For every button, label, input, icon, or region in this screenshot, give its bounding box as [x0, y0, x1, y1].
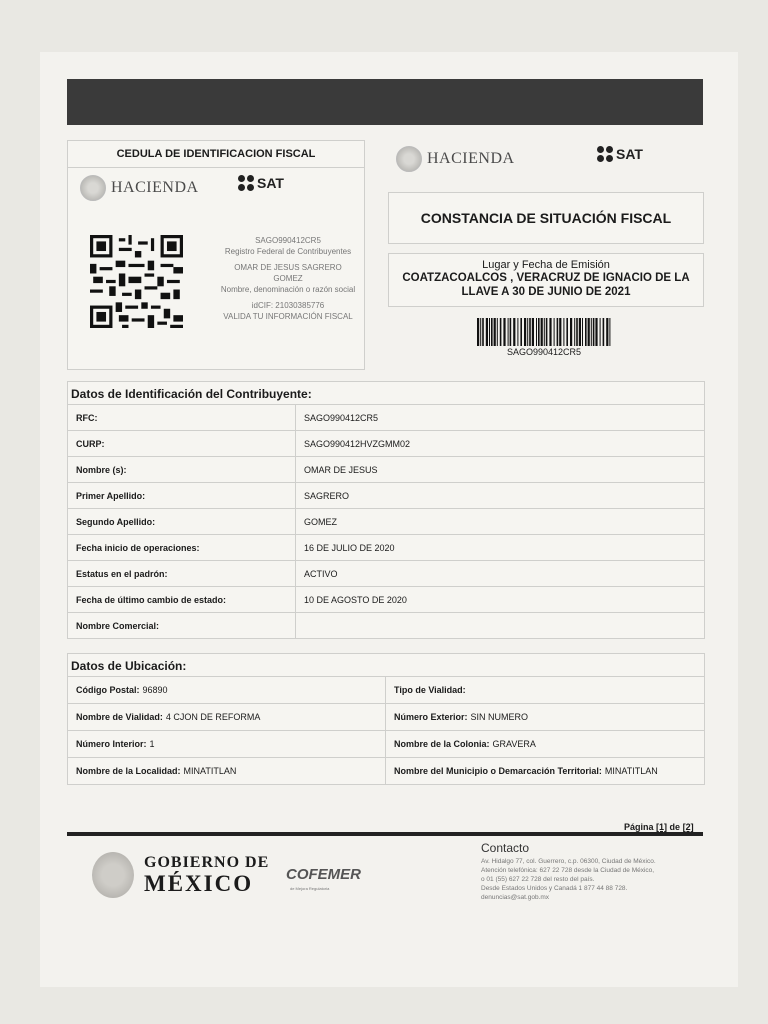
- contacto-block: [481, 841, 701, 902]
- ubic-row: [68, 677, 704, 704]
- barcode-bar: [588, 318, 590, 346]
- lugar-line1: COATZACOALCOS , VERACRUZ DE IGNACIO DE LA: [402, 272, 690, 284]
- barcode-icon: [477, 318, 611, 346]
- ident-value: SAGO990412CR5: [304, 412, 379, 423]
- ident-value: SAGRERO: [304, 490, 350, 501]
- ubicacion-title: Datos de Ubicación:: [68, 654, 704, 677]
- ubicacion-section: [67, 653, 705, 785]
- ident-row: [68, 405, 704, 431]
- ubic-label: Nombre de la Colonia:: [394, 739, 490, 749]
- ubic-cell: [68, 677, 386, 703]
- ubic-row: [68, 704, 704, 731]
- ident-label: Nombre Comercial:: [68, 613, 296, 638]
- barcode-bar: [508, 318, 509, 346]
- ident-row: [68, 509, 704, 535]
- barcode-bar: [559, 318, 561, 346]
- ubic-cell: [386, 758, 704, 784]
- barcode-text: SAGO990412CR5: [506, 347, 582, 357]
- contacto-line: Desde Estados Unidos y Canadá 1 877 44 88 728.: [481, 885, 628, 892]
- ubic-cell: [386, 704, 704, 730]
- barcode-bar: [497, 318, 498, 346]
- ident-row: [68, 431, 704, 457]
- lugar-fecha-box: [388, 253, 704, 307]
- ubic-value: 4 CJON DE REFORMA: [165, 712, 261, 722]
- barcode-bar: [480, 318, 481, 346]
- ident-value: 10 DE AGOSTO DE 2020: [304, 594, 407, 605]
- ident-row: [68, 483, 704, 509]
- barcode-bar: [579, 318, 581, 346]
- barcode-bar: [595, 318, 597, 346]
- gobierno-logo: GOBIERNO DE MÉXICO: [92, 852, 269, 898]
- barcode-bar: [536, 318, 537, 346]
- cedula-name-line2: GOMEZ: [273, 274, 303, 283]
- barcode-bar: [482, 318, 484, 346]
- hacienda-seal-icon: [80, 175, 106, 201]
- ubic-value: MINATITLAN: [183, 766, 237, 776]
- contacto-line: Atención telefónica: 627 22 728 desde la Ciudad de México,: [481, 867, 655, 874]
- footer-divider: [67, 832, 703, 836]
- ubic-value: 1: [149, 739, 155, 749]
- contacto-line: denuncias@sat.gob.mx: [481, 894, 550, 901]
- ubic-label: Número Exterior:: [394, 712, 468, 722]
- ident-value: SAGO990412HVZGMM02: [304, 438, 411, 449]
- barcode-bar: [563, 318, 564, 346]
- ident-row: [68, 613, 704, 638]
- ident-label: RFC:: [68, 405, 296, 430]
- ubic-label: Código Postal:: [76, 685, 140, 695]
- lugar-line2: LLAVE A 30 DE JUNIO DE 2021: [461, 286, 631, 298]
- ident-label: Nombre (s):: [68, 457, 296, 482]
- valida-link[interactable]: VALIDA TU INFORMACIÓN FISCAL: [223, 312, 353, 321]
- barcode-bar: [585, 318, 587, 346]
- barcode-bar: [557, 318, 559, 346]
- barcode-bar: [593, 318, 595, 346]
- sat-logo-top: SAT: [597, 146, 643, 162]
- ubic-value: MINATITLAN: [604, 766, 658, 776]
- barcode-bar: [524, 318, 526, 346]
- page-indicator: Página [1] de [2]: [624, 822, 694, 832]
- barcode-bar: [544, 318, 545, 346]
- ubic-cell: [68, 758, 386, 784]
- ubic-row: [68, 758, 704, 784]
- cofemer-subtitle: de Mejora Regulatoria: [290, 886, 330, 891]
- ident-label: Segundo Apellido:: [68, 509, 296, 534]
- cedula-title: CEDULA DE IDENTIFICACION FISCAL: [68, 141, 364, 168]
- ident-label: CURP:: [68, 431, 296, 456]
- ident-label: Estatus en el padrón:: [68, 561, 296, 586]
- ubic-label: Nombre de la Localidad:: [76, 766, 181, 776]
- barcode-bar: [603, 318, 605, 346]
- cedula-info: [218, 235, 358, 327]
- ident-label: Primer Apellido:: [68, 483, 296, 508]
- name-caption: Nombre, denominación o razón social: [220, 285, 356, 294]
- ident-label: Fecha inicio de operaciones:: [68, 535, 296, 560]
- ubic-value: GRAVERA: [492, 739, 536, 749]
- barcode-bar: [570, 318, 572, 346]
- barcode-bar: [513, 318, 515, 346]
- ubic-cell: [386, 731, 704, 757]
- barcode-bar: [566, 318, 568, 346]
- ubic-cell: [68, 731, 386, 757]
- cedula-idcif: idCIF: 21030385776: [251, 301, 325, 310]
- barcode-bar: [527, 318, 528, 346]
- constancia-title: CONSTANCIA DE SITUACIÓN FISCAL: [388, 192, 704, 244]
- cedula-name-line1: OMAR DE JESUS SAGRERO: [234, 263, 342, 272]
- barcode-bar: [606, 318, 608, 346]
- contacto-line: Av. Hidalgo 77, col. Guerrero, c.p. 06300, Ciudad de México.: [481, 858, 656, 865]
- cedula-rfc: SAGO990412CR5: [255, 236, 321, 245]
- barcode-bar: [494, 318, 496, 346]
- ident-value: ACTIVO: [304, 568, 338, 579]
- cedula-card: [67, 140, 365, 370]
- qr-code-icon: [90, 235, 183, 328]
- hacienda-logo-top: HACIENDA: [396, 146, 515, 172]
- barcode-bar: [574, 318, 575, 346]
- ubic-value: SIN NUMERO: [470, 712, 529, 722]
- barcode-bar: [609, 318, 610, 346]
- barcode-bar: [477, 318, 479, 346]
- ubic-cell: [386, 677, 704, 703]
- identificacion-section: [67, 381, 705, 639]
- ident-row: [68, 457, 704, 483]
- barcode-bar: [486, 318, 488, 346]
- identificacion-title: Datos de Identificación del Contribuyente:: [68, 382, 704, 405]
- ubic-row: [68, 731, 704, 758]
- contacto-line: o 01 (55) 627 22 728 del resto del país.: [481, 876, 595, 883]
- barcode-bar: [510, 318, 512, 346]
- ubic-value: 96890: [142, 685, 168, 695]
- mexico-seal-icon: [92, 852, 134, 898]
- ident-value: 16 DE JULIO DE 2020: [304, 542, 395, 553]
- ident-value: GOMEZ: [304, 516, 337, 527]
- ident-value: OMAR DE JESUS: [304, 464, 378, 475]
- barcode-bar: [576, 318, 578, 346]
- ubic-label: Nombre del Municipio o Demarcación Territorial:: [394, 766, 602, 776]
- sat-logo: SAT: [238, 175, 284, 191]
- barcode-bar: [549, 318, 551, 346]
- rfc-caption: Registro Federal de Contribuyentes: [224, 247, 352, 256]
- barcode-bar: [503, 318, 505, 346]
- barcode-bar: [591, 318, 592, 346]
- barcode-bar: [541, 318, 543, 346]
- barcode-bar: [532, 318, 534, 346]
- ubic-label: Número Interior:: [76, 739, 147, 749]
- barcode-bar: [600, 318, 601, 346]
- barcode-bar: [500, 318, 502, 346]
- ubic-cell: [68, 704, 386, 730]
- barcode-bar: [582, 318, 583, 346]
- contacto-title: Contacto: [481, 841, 530, 855]
- barcode-bar: [517, 318, 518, 346]
- ident-row: [68, 561, 704, 587]
- barcode-bar: [520, 318, 522, 346]
- hacienda-seal-icon: [396, 146, 422, 172]
- barcode-bar: [491, 318, 493, 346]
- cofemer-logo: COFEMER: [286, 866, 361, 883]
- barcode-bar: [546, 318, 548, 346]
- ident-row: [68, 587, 704, 613]
- ident-row: [68, 535, 704, 561]
- ident-label: Fecha de último cambio de estado:: [68, 587, 296, 612]
- barcode-bar: [554, 318, 555, 346]
- barcode-bar: [489, 318, 490, 346]
- lugar-label: Lugar y Fecha de Emisión: [482, 259, 610, 271]
- hacienda-logo: HACIENDA: [80, 175, 199, 201]
- barcode-bar: [529, 318, 531, 346]
- barcode-bar: [538, 318, 540, 346]
- ubic-label: Nombre de Vialidad:: [76, 712, 163, 722]
- ubic-label: Tipo de Vialidad:: [394, 685, 466, 695]
- header-bar: [67, 79, 703, 125]
